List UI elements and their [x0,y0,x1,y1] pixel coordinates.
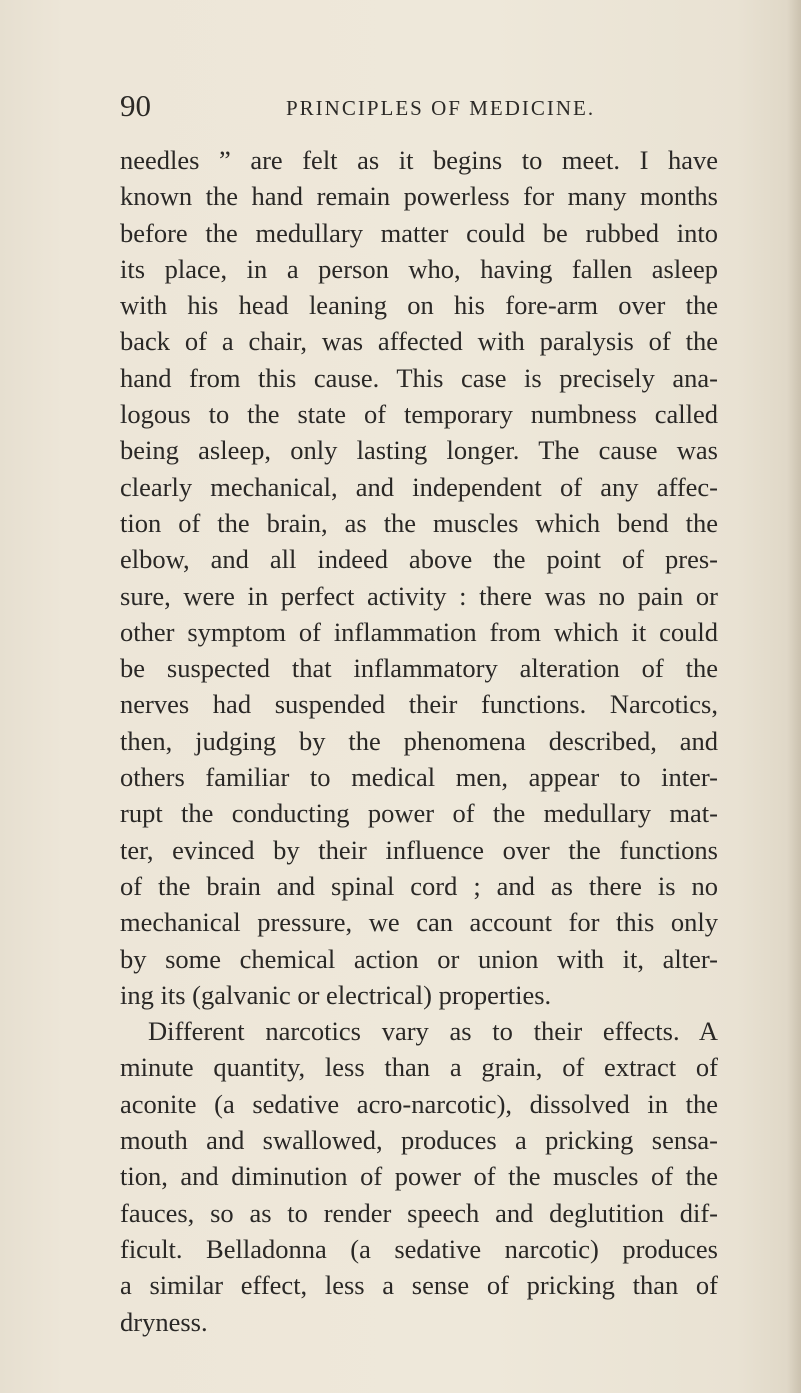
text-line: be suspected that inflammatory alteration of the [120,653,718,684]
text-line: rupt the conducting power of the medullary mat- [120,798,718,829]
text-line: hand from this cause. This case is precisely ana- [120,362,718,393]
text-line: back of a chair, was affected with paralysis of the [120,326,718,357]
text-line: aconite (a sedative acro-narcotic), dissolved in the [120,1088,718,1119]
text-line: sure, were in perfect activity : there was no pain or [120,580,718,611]
text-line: a similar effect, less a sense of pricking than of [120,1270,718,1301]
text-line: needles ” are felt as it begins to meet. I have [120,145,718,175]
text-line: before the medullary matter could be rubbed into [120,217,718,248]
text-line: ficult. Belladonna (a sedative narcotic) produces [120,1233,718,1264]
text-line: of the brain and spinal cord ; and as there is no [120,870,718,901]
text-line: then, judging by the phenomena described, and [120,725,718,756]
text-line: its place, in a person who, having fallen asleep [120,253,718,284]
running-head: PRINCIPLES OF MEDICINE. [286,96,596,120]
text-line: tion of the brain, as the muscles which bend the [120,507,718,538]
text-line: mechanical pressure, we can account for this only [120,907,718,938]
text-line: fauces, so as to render speech and deglutition dif- [120,1197,718,1228]
text-line: by some chemical action or union with it, alter- [120,943,718,974]
text-line: logous to the state of temporary numbness called [120,399,718,430]
text-line: mouth and swallowed, produces a pricking sensa- [120,1125,718,1156]
text-line: tion, and diminution of power of the muscles of the [120,1161,718,1192]
text-line: with his head leaning on his fore-arm over the [120,290,718,321]
text-line: known the hand remain powerless for many months [120,181,718,212]
text-line: minute quantity, less than a grain, of extract of [120,1052,718,1083]
page-edge-shadow [787,0,801,1393]
text-line: ing its (galvanic or electrical) properties. [120,979,552,1010]
text-line: ter, evinced by their influence over the functions [120,834,718,865]
text-line: other symptom of inflammation from which it could [120,616,718,647]
page-number: 90 [120,88,151,123]
text-line: nerves had suspended their functions. Narcotics, [120,689,718,720]
page-header [120,86,720,126]
text-line: elbow, and all indeed above the point of pres- [120,544,718,575]
text-line: clearly mechanical, and independent of any affec- [120,471,718,502]
text-line: others familiar to medical men, appear to inter- [120,762,718,793]
body-text [120,142,718,1340]
text-line: being asleep, only lasting longer. The cause was [120,435,718,466]
text-line: dryness. [120,1306,208,1337]
text-line: Different narcotics vary as to their effects. A [148,1016,718,1047]
